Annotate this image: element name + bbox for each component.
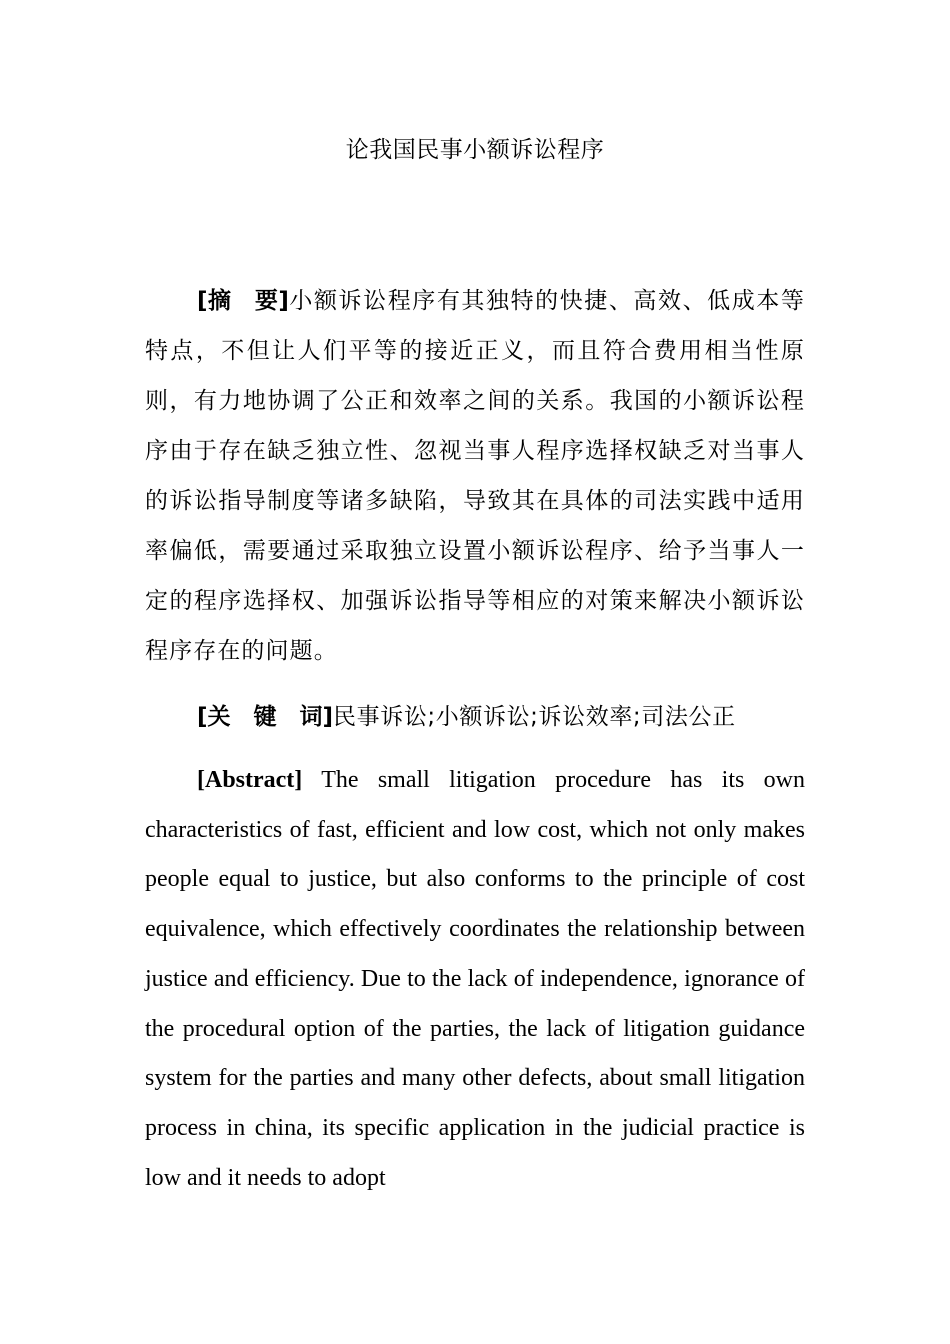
english-abstract (145, 756, 805, 1203)
chinese-keywords-label: [关 键 词] (197, 704, 334, 730)
english-abstract-label: [Abstract] (197, 767, 303, 793)
chinese-abstract (145, 276, 805, 676)
document-title: 论我国民事小额诉讼程序 (345, 137, 605, 163)
chinese-abstract-label: [摘 要] (197, 288, 289, 314)
chinese-keywords (145, 692, 805, 742)
chinese-keywords-text: 民事诉讼;小额诉讼;诉讼效率;司法公正 (333, 704, 736, 730)
english-abstract-text: The small litigation procedure has its own characteristics of fast, efficient and low cost, which not only makes people equal to justice, but also conforms to the principle of cost equivalence, which effectively coordinates the relationship between justice and efficiency. Due to the lack of independence, ignorance of the procedural option of the parties, the lack of litigation guidance system for the parties and many other defects, about small litigation process in china, its specific application in the judicial practice is low and it needs to adopt (145, 767, 805, 1191)
chinese-abstract-text: 小额诉讼程序有其独特的快捷、高效、低成本等特点，不但让人们平等的接近正义，而且符合费用相当性原则，有力地协调了公正和效率之间的关系。我国的小额诉讼程序由于存在缺乏独立性、忽视当事人程序选择权缺乏对当事人的诉讼指导制度等诸多缺陷，导致其在具体的司法实践中适用率偏低，需要通过采取独立设置小额诉讼程序、给予当事人一定的程序选择权、加强诉讼指导等相应的对策来解决小额诉讼程序存在的问题。 (145, 288, 805, 664)
